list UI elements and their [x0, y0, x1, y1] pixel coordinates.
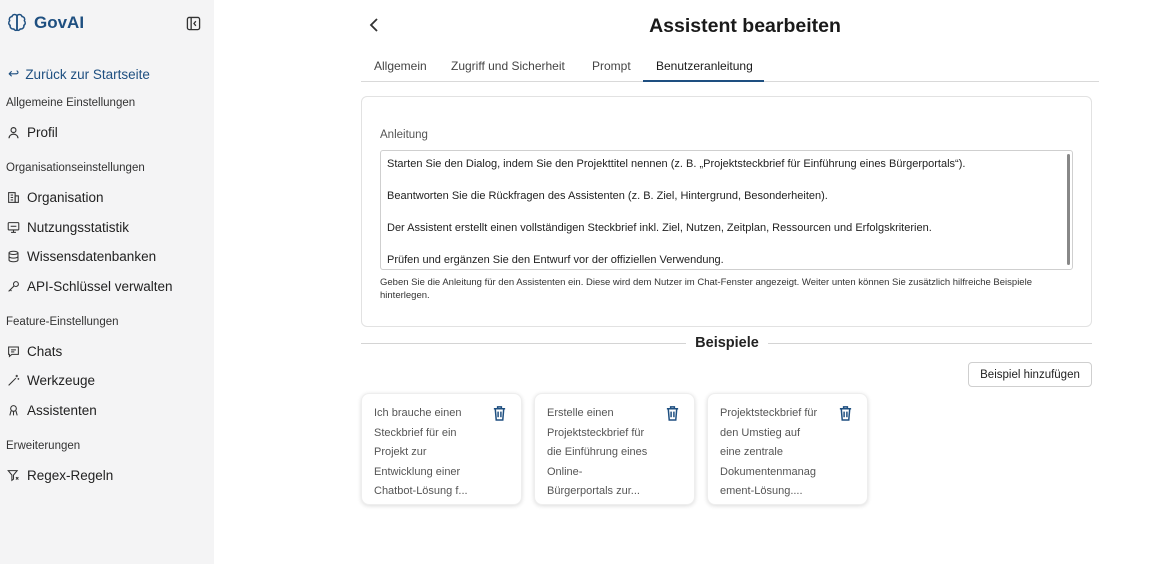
example-text [720, 404, 838, 502]
example-text [374, 404, 492, 502]
sidebar-item-usage-statistics[interactable] [7, 220, 129, 235]
section-title-extensions: Erweiterungen [6, 440, 81, 452]
example-line: Chatbot-Lösung f... [374, 485, 468, 497]
sidebar-item-api-keys[interactable] [7, 279, 173, 294]
example-text [547, 404, 665, 502]
page-title: Assistent bearbeiten [649, 15, 841, 37]
example-line: Projektsteckbrief für [720, 407, 818, 419]
sidebar-item-label: Assistenten [27, 403, 97, 418]
example-line: Bürgerportals zur... [547, 485, 640, 497]
tab-access-security[interactable]: Zugriff und Sicherheit [451, 59, 565, 73]
example-card[interactable] [361, 393, 522, 505]
example-line: Ich brauche einen [374, 407, 462, 419]
sidebar-item-tools[interactable] [7, 373, 95, 388]
example-line: Erstelle einen [547, 407, 614, 419]
instructions-label: Anleitung [380, 129, 428, 141]
sidebar-item-label: Chats [27, 344, 63, 359]
example-line: Dokumentenmanag [720, 465, 817, 478]
instructions-textarea[interactable] [380, 150, 1073, 270]
trash-icon[interactable] [492, 405, 507, 421]
section-title-features: Feature-Einstellungen [6, 316, 119, 328]
sidebar-collapse-icon[interactable] [186, 16, 201, 31]
instruction-line: Der Assistent erstellt einen vollständigen Steckbrief inkl. Ziel, Nutzen, Zeitplan, Ressourcen und Erfolgskriterien. [387, 222, 932, 234]
building-icon [7, 191, 20, 204]
sidebar-item-profile[interactable] [7, 125, 58, 140]
filter-icon [7, 469, 20, 482]
user-icon [7, 126, 20, 139]
instruction-line: Prüfen und ergänzen Sie den Entwurf vor der offiziellen Verwendung. [387, 254, 724, 266]
database-icon [7, 250, 20, 263]
back-to-home-link[interactable] [8, 66, 150, 82]
examples-heading: Beispiele [695, 335, 759, 351]
sidebar-item-regex-rules[interactable] [7, 468, 113, 483]
example-line: eine zentrale [720, 446, 783, 458]
bot-icon [7, 404, 20, 417]
back-to-home-label: Zurück zur Startseite [25, 66, 150, 82]
example-card[interactable] [707, 393, 868, 505]
monitor-icon [7, 221, 20, 234]
wand-icon [7, 374, 20, 387]
trash-icon[interactable] [665, 405, 680, 421]
back-chevron-icon[interactable] [366, 16, 382, 34]
sidebar-item-label: API-Schlüssel verwalten [27, 279, 173, 294]
sidebar-item-organisation[interactable] [7, 190, 104, 205]
chat-icon [7, 345, 20, 358]
example-line: Projektsteckbrief für [547, 426, 645, 439]
app-logo[interactable] [6, 12, 84, 34]
app-name: GovAI [34, 13, 85, 32]
example-card[interactable] [534, 393, 695, 505]
instruction-line: Starten Sie den Dialog, indem Sie den Projekttitel nennen (z. B. „Projektsteckbrief für Einführung eines Bürgerportals“). [387, 158, 966, 170]
sidebar-item-assistants[interactable] [7, 403, 97, 418]
example-line: Online- [547, 465, 583, 478]
sidebar-item-label: Nutzungsstatistik [27, 220, 130, 235]
tab-general[interactable]: Allgemein [374, 59, 427, 73]
instruction-line: Beantworten Sie die Rückfragen des Assistenten (z. B. Ziel, Hintergrund, Besonderheiten). [387, 190, 828, 202]
section-title-general: Allgemeine Einstellungen [6, 97, 136, 109]
tab-prompt[interactable]: Prompt [592, 59, 631, 73]
sidebar-item-label: Regex-Regeln [27, 468, 114, 483]
sidebar-item-label: Wissensdatenbanken [27, 249, 157, 264]
brain-logo-icon [6, 12, 28, 34]
example-line: Steckbrief für ein [374, 426, 457, 439]
example-line: Entwicklung einer [374, 465, 461, 478]
divider [768, 343, 1092, 344]
sidebar [0, 0, 214, 564]
sidebar-item-label: Profil [27, 125, 58, 140]
sidebar-item-label: Organisation [27, 190, 104, 205]
tab-bar [361, 50, 1099, 82]
key-icon [7, 280, 20, 293]
textarea-scrollbar[interactable] [1067, 154, 1070, 265]
example-line: den Umstieg auf [720, 426, 801, 439]
add-example-button[interactable]: Beispiel hinzufügen [968, 362, 1092, 387]
example-line: Projekt zur [374, 446, 427, 458]
sidebar-item-knowledge-bases[interactable] [7, 249, 156, 264]
instructions-help-text: Geben Sie die Anleitung für den Assistenten ein. Diese wird dem Nutzer im Chat-Fenster angezeigt. Weiter unten können Sie zusätzlich hilfreiche Beispiele hinterlegen. [380, 277, 1032, 301]
return-arrow-icon: ↩ [8, 66, 20, 81]
tab-user-guide[interactable]: Benutzeranleitung [656, 59, 753, 73]
trash-icon[interactable] [838, 405, 853, 421]
section-title-organisation: Organisationseinstellungen [6, 162, 145, 174]
divider [361, 343, 686, 344]
sidebar-item-chats[interactable] [7, 344, 62, 359]
sidebar-item-label: Werkzeuge [27, 373, 96, 388]
active-tab-indicator [643, 80, 764, 82]
example-line: die Einführung eines [547, 446, 648, 458]
example-line: ement-Lösung.... [720, 485, 803, 497]
